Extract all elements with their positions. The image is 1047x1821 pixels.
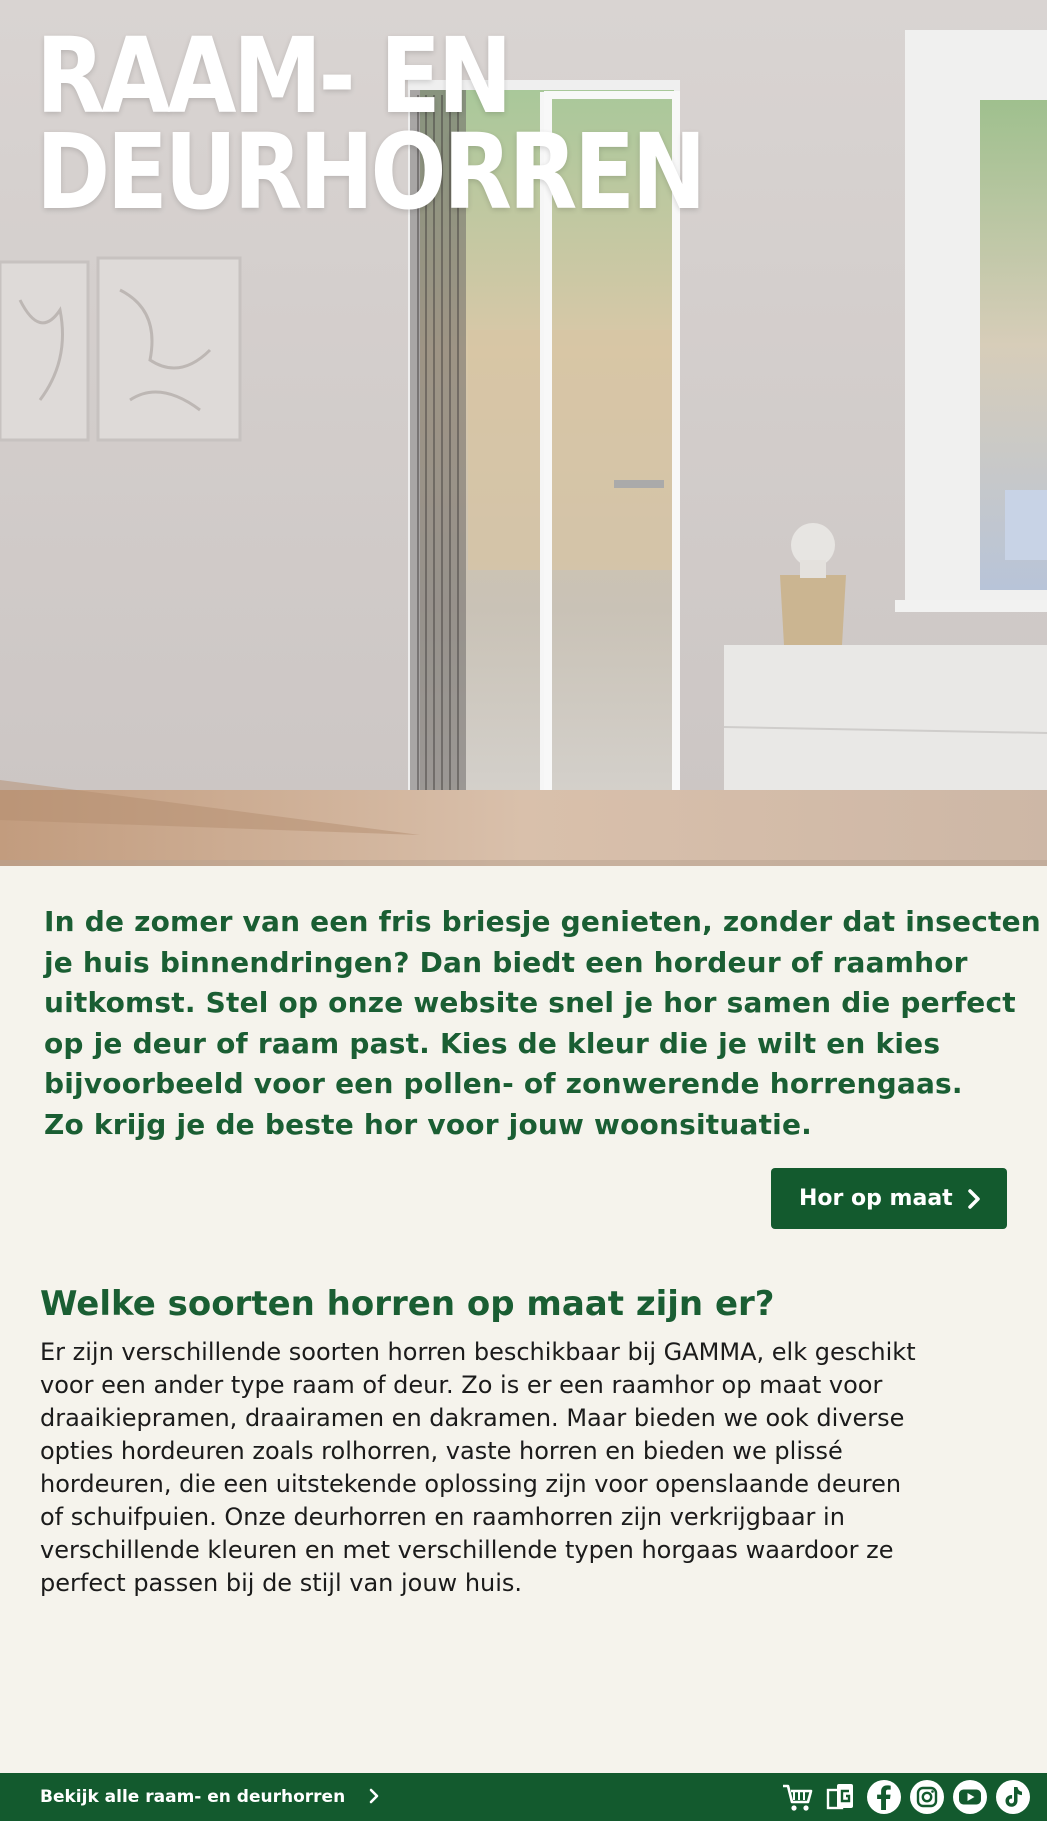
body-line: verschillende kleuren en met verschillende typen horgaas waardoor ze: [40, 1536, 894, 1564]
intro-line: Zo krijg je de beste hor voor jouw woonsituatie.: [44, 1107, 812, 1141]
body-line: of schuifpuien. Onze deurhorren en raamhorren zijn verkrijgbaar in: [40, 1503, 845, 1531]
intro-line: op je deur of raam past. Kies de kleur die je wilt en kies: [44, 1026, 941, 1060]
title-line-1: RAAM- EN: [36, 15, 510, 137]
body-line: voor een ander type raam of deur. Zo is er een raamhor op maat voor: [40, 1371, 883, 1399]
body-line: Er zijn verschillende soorten horren beschikbaar bij GAMMA, elk geschikt: [40, 1338, 916, 1366]
view-all-link[interactable]: [40, 1787, 379, 1807]
title-line-2: DEURHORREN: [36, 111, 704, 233]
instagram-icon[interactable]: [909, 1779, 945, 1815]
facebook-icon[interactable]: [866, 1779, 902, 1815]
body-line: perfect passen bij de stijl van jouw huis.: [40, 1569, 523, 1597]
tiktok-icon[interactable]: [995, 1779, 1031, 1815]
cart-icon[interactable]: [780, 1779, 816, 1815]
intro-line: je huis binnendringen? Dan biedt een hordeur of raamhor: [44, 945, 968, 979]
view-all-label: Bekijk alle raam- en deurhorren: [40, 1787, 346, 1807]
body-line: draaikiepramen, draairamen en dakramen. Maar bieden we ook diverse: [40, 1404, 905, 1432]
intro-paragraph: [44, 902, 1041, 1145]
hor-op-maat-button[interactable]: [771, 1168, 1007, 1229]
hero-image: [0, 0, 1047, 866]
cta-label: Hor op maat: [799, 1186, 953, 1211]
chevron-right-icon: [967, 1188, 981, 1210]
intro-line: In de zomer van een fris briesje genieten, zonder dat insecten: [44, 905, 1041, 938]
body-line: hordeuren, die een uitstekende oplossing zijn voor openslaande deuren: [40, 1470, 902, 1498]
body-line: opties hordeuren zoals rolhorren, vaste horren en bieden we plissé: [40, 1437, 843, 1465]
section-paragraph: [40, 1336, 1000, 1600]
youtube-icon[interactable]: [952, 1779, 988, 1815]
store-icon[interactable]: [823, 1779, 859, 1815]
footer-icons: [780, 1779, 1031, 1815]
intro-line: uitkomst. Stel op onze website snel je hor samen die perfect: [44, 986, 1016, 1019]
page-title: [36, 15, 704, 233]
footer-bar: [0, 1773, 1047, 1821]
chevron-right-icon: [369, 1788, 379, 1804]
section-heading: Welke soorten horren op maat zijn er?: [40, 1284, 775, 1324]
intro-line: bijvoorbeeld voor een pollen- of zonwerende horrengaas.: [44, 1067, 963, 1100]
